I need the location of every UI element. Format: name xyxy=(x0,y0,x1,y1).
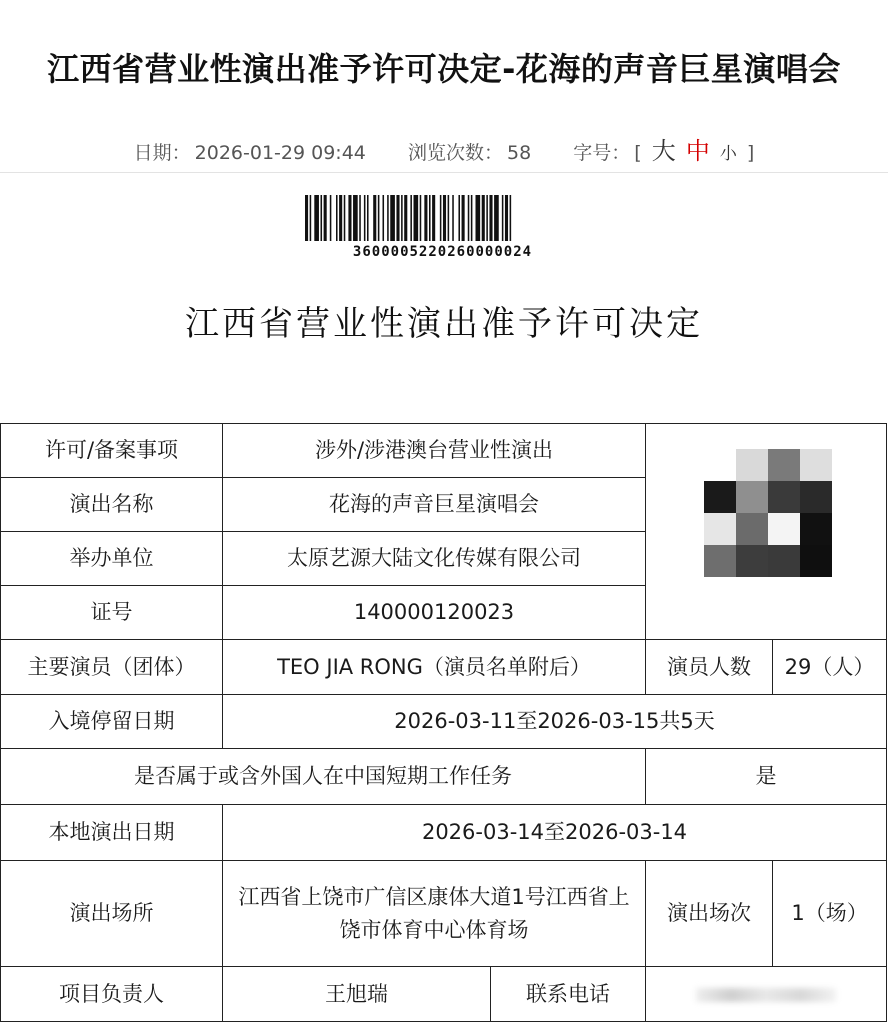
performer-count-value: 29（人） xyxy=(773,640,887,695)
show-name-value: 花海的声音巨星演唱会 xyxy=(223,478,646,532)
sessions-label: 演出场次 xyxy=(646,861,773,967)
barcode-number: 3600005220260000024 xyxy=(352,244,533,260)
barcode-image xyxy=(305,195,580,241)
phone-blurred xyxy=(696,988,836,1002)
local-dates-label: 本地演出日期 xyxy=(1,805,223,861)
organizer-value: 太原艺源大陆文化传媒有限公司 xyxy=(223,532,646,586)
phone-label: 联系电话 xyxy=(491,967,646,1022)
organizer-label: 举办单位 xyxy=(1,532,223,586)
table-row xyxy=(1,424,887,478)
performer-label: 主要演员（团体） xyxy=(1,640,223,695)
table-row xyxy=(1,967,887,1022)
views-label: 浏览次数： xyxy=(407,142,503,164)
license-value: 140000120023 xyxy=(223,586,646,640)
venue-label: 演出场所 xyxy=(1,861,223,967)
font-size-small-link[interactable]: 小 xyxy=(719,144,737,164)
bracket-open: [ xyxy=(634,142,642,164)
pixelated-photo xyxy=(704,449,832,577)
show-name-label: 演出名称 xyxy=(1,478,223,532)
photo-cell xyxy=(646,424,887,640)
article-meta xyxy=(0,131,888,166)
date-label: 日期： xyxy=(133,142,191,164)
document-title: 江西省营业性演出准予许可决定 xyxy=(185,304,703,344)
table-row xyxy=(1,695,887,749)
table-row xyxy=(1,640,887,695)
license-label: 证号 xyxy=(1,586,223,640)
font-size-medium-link[interactable]: 中 xyxy=(685,137,710,165)
sessions-value: 1（场） xyxy=(773,861,887,967)
table-row xyxy=(1,749,887,805)
font-size-label: 字号： xyxy=(573,142,631,164)
table-row xyxy=(1,805,887,861)
foreign-work-value: 是 xyxy=(646,749,887,805)
font-size-large-link[interactable]: 大 xyxy=(651,137,676,165)
page-title: 江西省营业性演出准予许可决定-花海的声音巨星演唱会 xyxy=(47,50,841,88)
permit-table xyxy=(0,423,887,1022)
foreign-work-label: 是否属于或含外国人在中国短期工作任务 xyxy=(1,749,646,805)
performer-value: TEO JIA RONG（演员名单附后） xyxy=(223,640,646,695)
manager-label: 项目负责人 xyxy=(1,967,223,1022)
phone-value xyxy=(646,967,887,1022)
views-value: 58 xyxy=(507,142,532,164)
stay-value: 2026-03-11至2026-03-15共5天 xyxy=(223,695,887,749)
stay-label: 入境停留日期 xyxy=(1,695,223,749)
date-value: 2026-01-29 09:44 xyxy=(194,142,366,164)
venue-value: 江西省上饶市广信区康体大道1号江西省上饶市体育中心体育场 xyxy=(223,861,646,967)
bracket-close: ] xyxy=(746,142,755,164)
item-label: 许可/备案事项 xyxy=(1,424,223,478)
performer-count-label: 演员人数 xyxy=(646,640,773,695)
table-row xyxy=(1,861,887,967)
header-divider xyxy=(0,172,888,173)
item-value: 涉外/涉港澳台营业性演出 xyxy=(223,424,646,478)
manager-value: 王旭瑞 xyxy=(223,967,491,1022)
local-dates-value: 2026-03-14至2026-03-14 xyxy=(223,805,887,861)
